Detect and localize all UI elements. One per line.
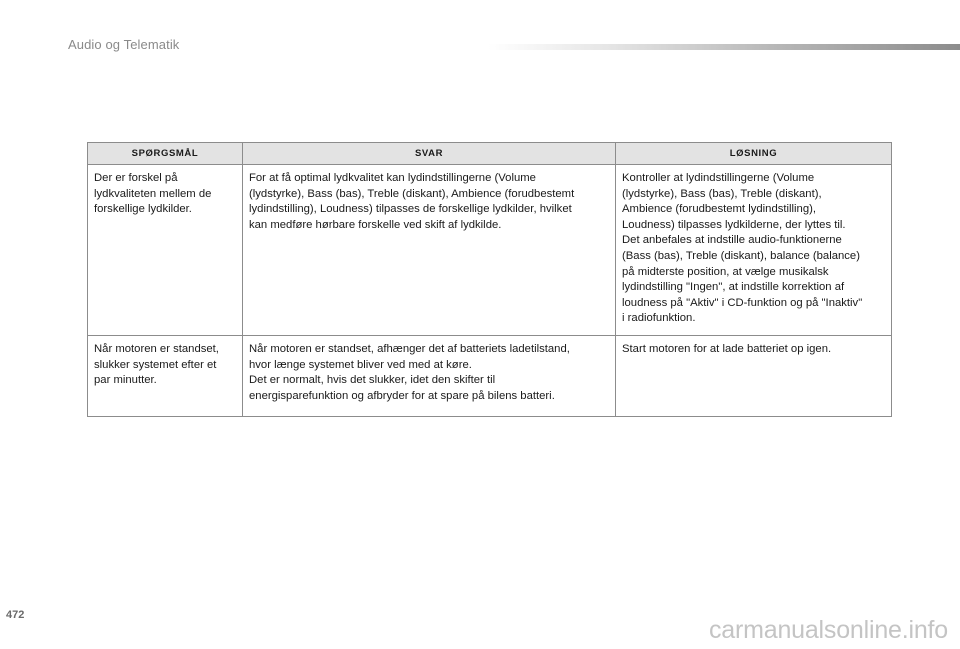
- solution-cell: [616, 165, 892, 336]
- text-line: lydkvaliteten mellem de: [94, 187, 212, 200]
- table-header-row: [88, 143, 892, 165]
- text-line: på midterste position, at vælge musikalsk: [622, 265, 829, 278]
- faq-table: [87, 142, 892, 417]
- text-line: For at få optimal lydkvalitet kan lydindstillingerne (Volume: [249, 172, 536, 184]
- text-line: energisparefunktion og afbryder for at spare på bilens batteri.: [249, 389, 555, 402]
- text-line: Loudness) tilpasses lydkilderne, der lyttes til.: [622, 218, 846, 231]
- text-line: kan medføre hørbare forskelle ved skift af lydkilde.: [249, 218, 502, 231]
- text-line: Start motoren for at lade batteriet op igen.: [622, 342, 832, 355]
- header-gradient-bar: [488, 44, 960, 50]
- text-line: i radiofunktion.: [622, 312, 696, 325]
- column-header-answer: SVAR: [243, 143, 616, 165]
- text-line: slukker systemet efter et: [94, 358, 217, 371]
- text-line: Når motoren er standset,: [94, 342, 219, 355]
- text-line: Kontroller at lydindstillingerne (Volume: [622, 172, 815, 184]
- text-line: par minutter.: [94, 374, 157, 387]
- text-line: Der er forskel på: [94, 172, 178, 184]
- text-line: Når motoren er standset, afhænger det af batteriets ladetilstand,: [249, 342, 570, 355]
- table-row: [88, 165, 892, 336]
- answer-cell: [243, 165, 616, 336]
- section-title: Audio og Telematik: [68, 37, 180, 52]
- solution-cell: [616, 335, 892, 416]
- page-number: 472: [6, 609, 25, 621]
- text-line: (Bass (bas), Treble (diskant), balance (balance): [622, 249, 860, 262]
- column-header-solution: LØSNING: [616, 143, 892, 165]
- table-row: [88, 335, 892, 416]
- text-line: Det er normalt, hvis det slukker, idet den skifter til: [249, 374, 496, 387]
- text-line: loudness på "Aktiv" i CD-funktion og på "Inaktiv": [622, 296, 863, 309]
- text-line: (lydstyrke), Bass (bas), Treble (diskant),: [622, 187, 822, 200]
- text-line: hvor længe systemet bliver ved med at køre.: [249, 358, 472, 371]
- text-line: (lydstyrke), Bass (bas), Treble (diskant), Ambience (forudbestemt: [249, 187, 575, 200]
- text-line: lydindstilling "Ingen", at indstille korrektion af: [622, 281, 845, 294]
- text-line: Det anbefales at indstille audio-funktionerne: [622, 234, 842, 247]
- column-header-question: SPØRGSMÅL: [88, 143, 243, 165]
- watermark-logo: carmanualsonline.info: [708, 616, 948, 644]
- question-cell: [88, 165, 243, 336]
- answer-cell: [243, 335, 616, 416]
- text-line: Ambience (forudbestemt lydindstilling),: [622, 203, 817, 216]
- text-line: forskellige lydkilder.: [94, 203, 192, 216]
- text-line: lydindstilling), Loudness) tilpasses de forskellige lydkilder, hvilket: [249, 203, 572, 216]
- question-cell: [88, 335, 243, 416]
